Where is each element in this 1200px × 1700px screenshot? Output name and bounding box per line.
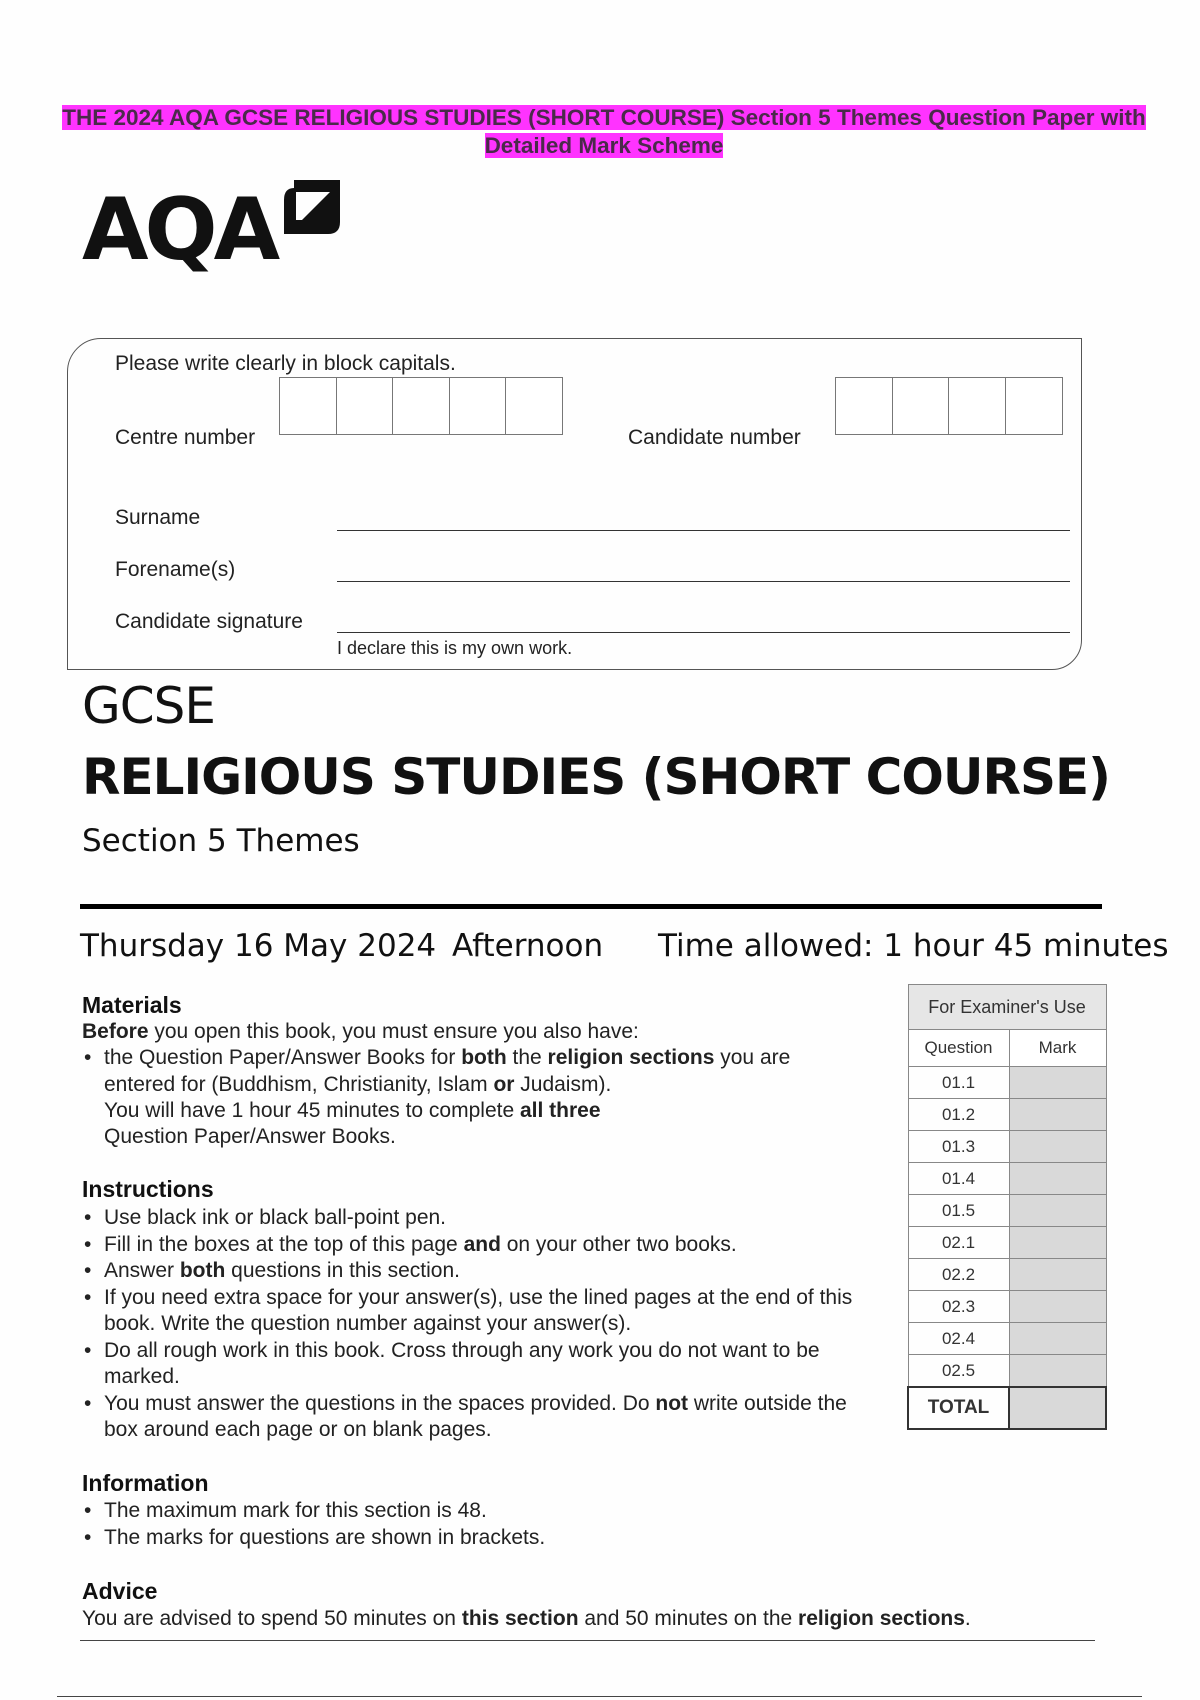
list-item: • The marks for questions are shown in brackets. [82,1525,842,1552]
intro-bold: Before [82,1020,149,1043]
mark-column-header: Mark [1009,1030,1106,1067]
mark-cell [1009,1131,1106,1163]
digit-box[interactable] [835,377,893,435]
table-row: 01.2 [908,1099,1106,1131]
list-item: • Answer both questions in this section. [82,1258,872,1285]
mark-cell [1009,1067,1106,1099]
candidate-number-label: Candidate number [628,426,801,449]
table-row: 01.3 [908,1131,1106,1163]
table-row: 02.1 [908,1227,1106,1259]
digit-box[interactable] [279,377,337,435]
aqa-tick-icon [282,178,342,238]
information-list [82,1498,842,1551]
intro-rest: you open this book, you must ensure you also have: [148,1020,639,1043]
forename-label: Forename(s) [115,558,236,581]
signature-label: Candidate signature [115,610,303,633]
list-item: • The maximum mark for this section is 48. [82,1498,842,1525]
table-row: 01.1 [908,1067,1106,1099]
surname-label: Surname [115,506,201,529]
centre-number-label: Centre number [115,426,256,449]
total-mark-cell [1009,1387,1106,1429]
list-item: • Fill in the boxes at the top of this page and on your other two books. [82,1232,872,1259]
list-item: • Use black ink or black ball-point pen. [82,1205,872,1232]
form-instruction: Please write clearly in block capitals. [115,352,456,375]
materials-list [82,1045,802,1098]
signature-field[interactable] [337,632,1070,633]
list-item: • If you need extra space for your answer(s), use the lined pages at the end of this book. Write the question number against your answer(s). [82,1285,872,1338]
mark-cell [1009,1099,1106,1131]
table-row: 02.5 [908,1355,1106,1388]
mark-cell [1009,1291,1106,1323]
candidate-number-boxes[interactable] [835,377,1061,435]
time-allowed: Time allowed: 1 hour 45 minutes [658,928,1169,964]
mark-cell [1009,1259,1106,1291]
banner-line-2: Detailed Mark Scheme [484,133,724,158]
information-heading: Information [82,1470,209,1496]
digit-box[interactable] [892,377,950,435]
subject-title: RELIGIOUS STUDIES (SHORT COURSE) [82,748,1110,806]
materials-heading: Materials [82,992,182,1018]
table-row: 02.3 [908,1291,1106,1323]
advice-heading: Advice [82,1578,158,1604]
surname-field[interactable] [337,530,1070,531]
digit-box[interactable] [505,377,563,435]
digit-box[interactable] [1005,377,1063,435]
document-banner [18,104,1190,160]
digit-box[interactable] [392,377,450,435]
examiner-table-title: For Examiner's Use [908,985,1106,1030]
exam-date: Thursday 16 May 2024 [80,928,437,964]
banner-line-1: THE 2024 AQA GCSE RELIGIOUS STUDIES (SHORT COURSE) Section 5 Themes Question Paper with [62,105,1146,130]
exam-session: Afternoon [452,928,604,964]
logo-text: AQA [82,180,277,280]
qualification-title: GCSE [82,677,215,735]
list-item: • the Question Paper/Answer Books for both the religion sections you are entered for (Buddhism, Christianity, Islam or Judaism). [82,1045,802,1098]
title-divider [80,904,1102,909]
table-row: 01.5 [908,1195,1106,1227]
declaration-text: I declare this is my own work. [337,638,573,658]
mark-cell [1009,1323,1106,1355]
section-title: Section 5 Themes [82,823,360,859]
forename-field[interactable] [337,581,1070,582]
table-row: 02.2 [908,1259,1106,1291]
aqa-logo [82,178,352,278]
materials-note: You will have 1 hour 45 minutes to complete all three Question Paper/Answer Books. [104,1099,601,1148]
total-row [908,1387,1106,1429]
centre-number-boxes[interactable] [279,377,562,435]
mark-cell [1009,1195,1106,1227]
instructions-list [82,1205,872,1444]
materials-intro [82,1019,639,1045]
mark-cell [1009,1227,1106,1259]
digit-box[interactable] [336,377,394,435]
table-row: 01.4 [908,1163,1106,1195]
question-column-header: Question [908,1030,1009,1067]
table-row: 02.4 [908,1323,1106,1355]
instructions-heading: Instructions [82,1176,214,1202]
examiner-use-table [907,984,1107,1430]
total-label: TOTAL [908,1387,1009,1429]
digit-box[interactable] [449,377,507,435]
list-item: • You must answer the questions in the spaces provided. Do not write outside the box around each page or on blank pages. [82,1391,872,1444]
advice-divider [80,1640,1095,1641]
mark-cell [1009,1355,1106,1388]
list-item: • Do all rough work in this book. Cross through any work you do not want to be marked. [82,1338,872,1391]
digit-box[interactable] [948,377,1006,435]
page-bottom-rule [57,1696,1142,1697]
mark-cell [1009,1163,1106,1195]
advice-text: You are advised to spend 50 minutes on this section and 50 minutes on the religion sections. [82,1607,971,1630]
